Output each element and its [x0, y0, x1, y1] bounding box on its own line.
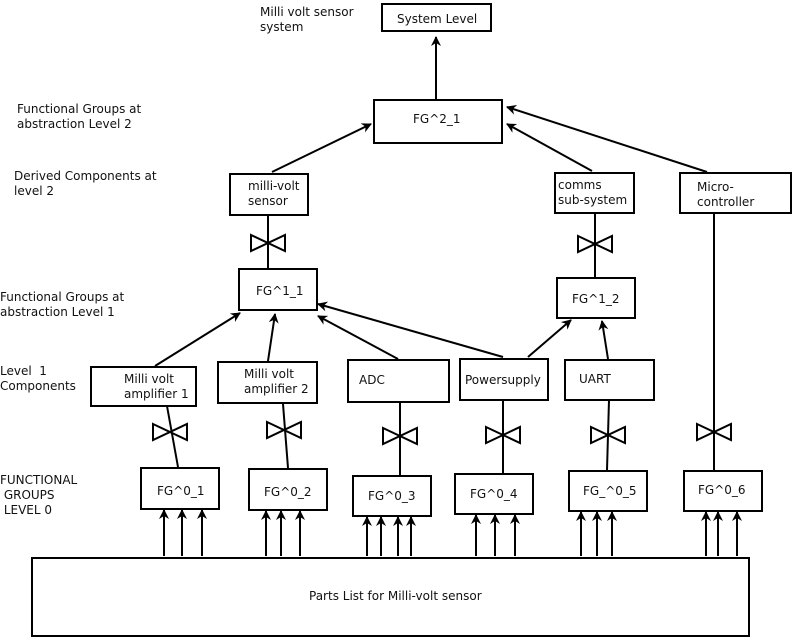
node-label: FG^1_2: [572, 292, 620, 306]
node-adc: [347, 359, 450, 403]
node-milli-volt-sensor: [229, 173, 309, 216]
node-label: System Level: [397, 12, 478, 26]
label-system: Milli volt sensor system: [260, 5, 354, 34]
node-label: FG^0_4: [470, 487, 518, 501]
node-label: Powersupply: [465, 373, 541, 387]
node-amp1: [90, 366, 197, 407]
node-label: comms sub-system: [558, 178, 628, 207]
arrow-ps-to-fg1-2: [528, 320, 571, 357]
label-derived-level2: Derived Components at level 2: [14, 169, 157, 198]
node-uart: [564, 359, 655, 401]
node-label: Micro- controller: [697, 180, 755, 209]
node-label: FG_^0_5: [583, 484, 637, 498]
node-fg0-3: [352, 475, 432, 517]
node-label: milli-volt sensor: [248, 179, 300, 208]
label-fg-level0: FUNCTIONAL GROUPS LEVEL 0: [0, 473, 78, 517]
node-microcontroller: [679, 172, 792, 214]
node-label: FG^2_1: [413, 112, 461, 126]
abstraction-connector: [283, 404, 288, 468]
node-fg0-5: [568, 470, 648, 512]
node-powersupply: [459, 358, 549, 401]
node-label: FG^0_6: [698, 483, 746, 497]
node-fg0-1: [140, 467, 220, 510]
node-label: FG^0_1: [157, 484, 205, 498]
node-label: FG^1_1: [256, 284, 304, 298]
label-fg-level1: Functional Groups at abstraction Level 1: [0, 290, 125, 319]
label-fg-level2: Functional Groups at abstraction Level 2: [17, 102, 142, 131]
node-amp2: [217, 361, 318, 404]
node-fg2-1: [373, 99, 503, 144]
node-comms: [554, 172, 635, 214]
node-label: FG^0_3: [368, 489, 416, 503]
arrow-amp1-to-fg1-1: [155, 313, 240, 366]
node-label: UART: [579, 372, 611, 386]
arrow-sensor-to-fg2: [272, 124, 371, 172]
node-fg0-4: [454, 473, 534, 515]
node-fg0-2: [248, 468, 328, 511]
node-label: Parts List for Milli-volt sensor: [309, 589, 482, 603]
node-label: Milli volt amplifier 2: [244, 367, 309, 396]
node-fg1-2: [556, 277, 636, 319]
node-label: Milli volt amplifier 1: [124, 372, 189, 401]
node-label: FG^0_2: [264, 485, 312, 499]
node-label: ADC: [359, 373, 385, 387]
node-fg1-1: [238, 268, 318, 311]
arrow-amp2-to-fg1-1: [268, 314, 275, 361]
node-parts-list: [31, 557, 750, 637]
arrow-uart-to-fg1-2: [602, 321, 608, 359]
node-system-level: [381, 3, 492, 32]
label-components-level1: Level 1 Components: [0, 364, 76, 393]
node-fg0-6: [683, 470, 763, 512]
abstraction-connector: [167, 406, 178, 467]
